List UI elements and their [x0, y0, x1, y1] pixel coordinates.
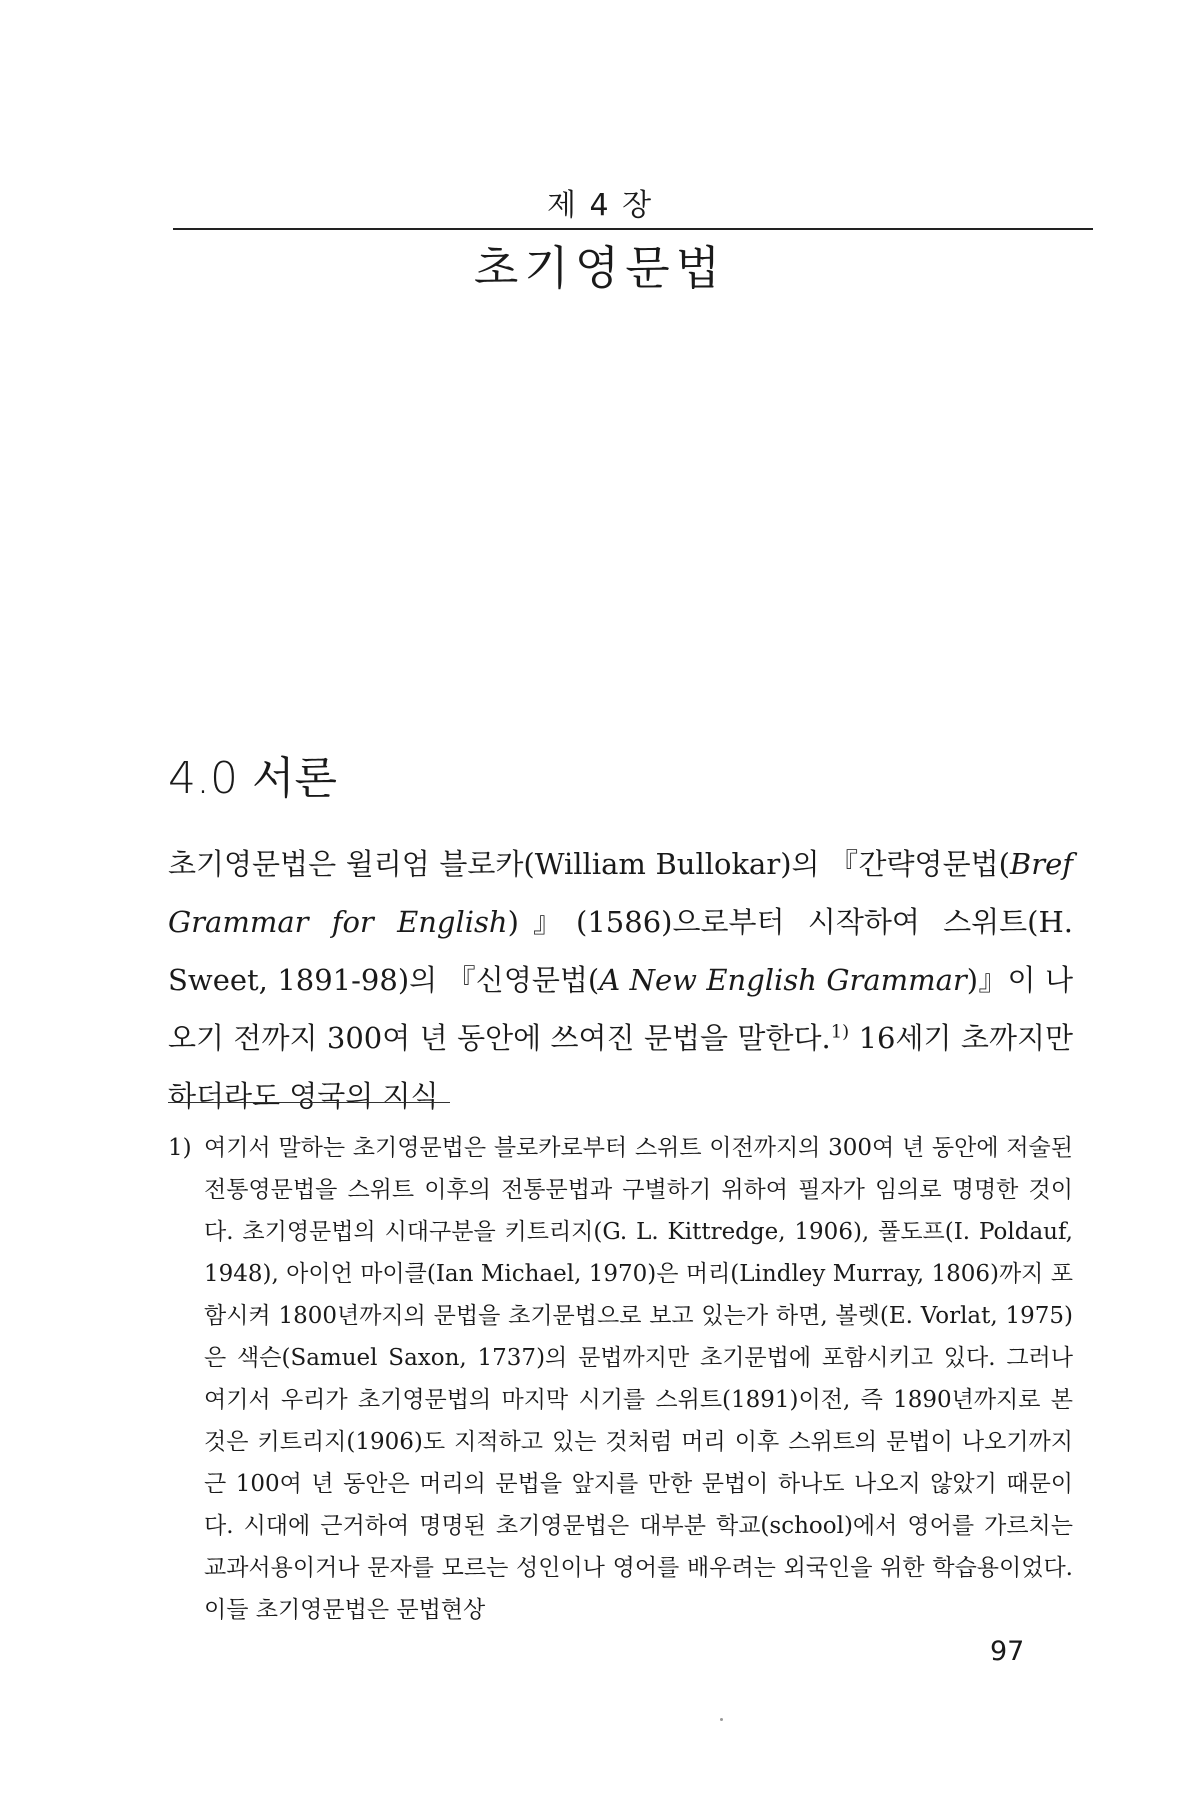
footnote — [168, 1127, 1073, 1631]
paragraph-italic-title: Bref Grammar for English — [168, 847, 1073, 939]
paragraph-italic-title: A New English Grammar — [599, 963, 967, 997]
paragraph-text: )』이 나오기 전까지 300여 년 동안에 쓰여진 문법을 말한다. — [168, 963, 1074, 1055]
section-heading: 4.0 서론 — [168, 753, 337, 804]
footnote-number: 1) — [168, 1135, 192, 1161]
paragraph-text: 16세기 초까지만 하더라도 영국의 지식 — [168, 1021, 1073, 1113]
chapter-label: 제 4 장 — [546, 188, 654, 223]
scan-speck — [720, 1718, 723, 1721]
page-number: 97 — [990, 1636, 1025, 1667]
paragraph-text: )』(1586)으로부터 시작하여 스위트(H. Sweet, 1891-98)의 『신영문법( — [168, 905, 1073, 997]
footnote-text: 여기서 말하는 초기영문법은 블로카로부터 스위트 이전까지의 300여 년 동안에 저술된 전통영문법을 스위트 이후의 전통문법과 구별하기 위하여 필자가 임의로 명명한 것이다. 초기영문법의 시대구분을 키트리지(G. L. Kittredge, 1906), 풀도프(I. Poldauf, 1948), 아이언 마이클(Ian Michael, 1970)은 머리(Lindley Murray, 1806)까지 포함시켜 1800년까지의 문법을 초기문법으로 보고 있는가 하면, 볼렛(E. Vorlat, 1975)은 색슨(Samuel Saxon, 1737)의 문법까지만 초기문법에 포함시키고 있다. 그러나 여기서 우리가 초기영문법의 마지막 시기를 스위트(1891)이전, 즉 1890년까지로 본 것은 키트리지(1906)도 지적하고 있는 것처럼 머리 이후 스위트의 문법이 나오기까지 근 100여 년 동안은 머리의 문법을 앞지를 만한 문법이 하나도 나오지 않았기 때문이다. 시대에 근거하여 명명된 초기영문법은 대부분 학교(school)에서 영어를 가르치는 교과서용이거나 문자를 모르는 성인이나 영어를 배우려는 외국인을 위한 학습용이었다. 이들 초기영문법은 문법현상 — [204, 1135, 1073, 1623]
paragraph-text: 초기영문법은 윌리엄 블로카(William Bullokar)의 『간략영문법( — [168, 847, 1010, 881]
body-paragraph — [168, 835, 1073, 1125]
footnote-divider — [168, 1102, 450, 1103]
footnote-reference[interactable]: 1) — [830, 1021, 850, 1043]
chapter-title: 초기영문법 — [473, 241, 727, 295]
chapter-divider — [173, 228, 1093, 230]
